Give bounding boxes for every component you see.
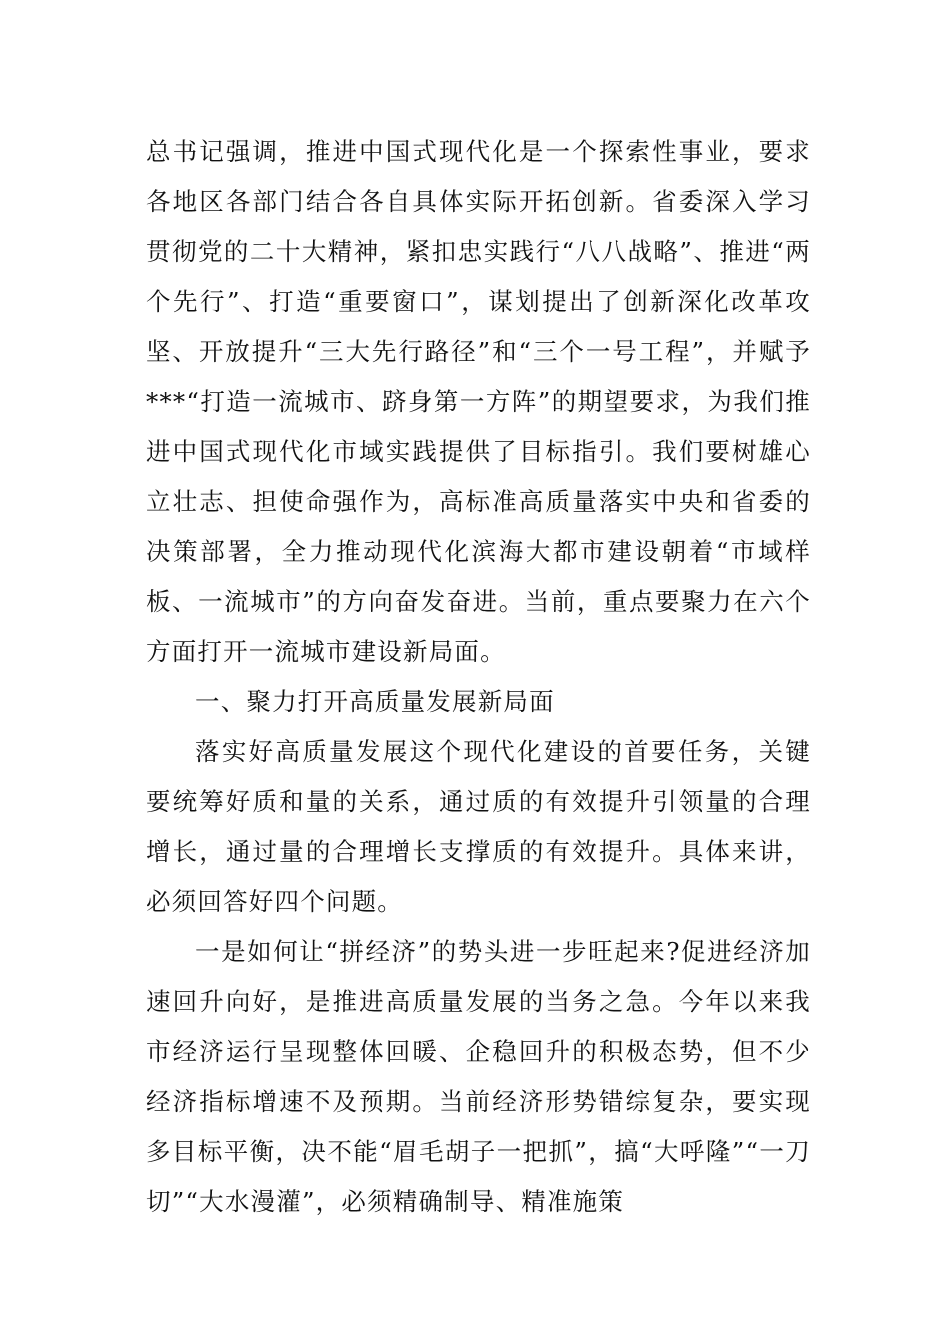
section-heading: 一、聚力打开高质量发展新局面 xyxy=(195,687,555,716)
paragraph-economy: 一是如何让“拼经济”的势头进一步旺起来?促进经济加速回升向好，是推进高质量发展的当务之急。今年以来我市经济运行呈现整体回暖、企稳回升的积极态势，但不少经济指标增速不及预期。当前经济形势错综复杂，要实现多目标平衡，决不能“眉毛胡子一把抓”，搞“大呼隆”“一刀切”“大水漫灌”，必须精确制导、精准施策 xyxy=(146,937,811,1216)
document-body xyxy=(146,127,811,1227)
paragraph-quality-development: 落实好高质量发展这个现代化建设的首要任务，关键要统筹好质和量的关系，通过质的有效提升引领量的合理增长，通过量的合理增长支撑质的有效提升。具体来讲，必须回答好四个问题。 xyxy=(146,737,811,916)
paragraph-intro: 总书记强调，推进中国式现代化是一个探索性事业，要求各地区各部门结合各自具体实际开拓创新。省委深入学习贯彻党的二十大精神，紧扣忠实践行“八八战略”、推进“两个先行”、打造“重要窗口”，谋划提出了创新深化改革攻坚、开放提升“三大先行路径”和“三个一号工程”，并赋予***“打造一流城市、跻身第一方阵”的期望要求，为我们推进中国式现代化市域实践提供了目标指引。我们要树雄心立壮志、担使命强作为，高标准高质量落实中央和省委的决策部署，全力推动现代化滨海大都市建设朝着“市域样板、一流城市”的方向奋发奋进。当前，重点要聚力在六个方面打开一流城市建设新局面。 xyxy=(146,137,811,666)
